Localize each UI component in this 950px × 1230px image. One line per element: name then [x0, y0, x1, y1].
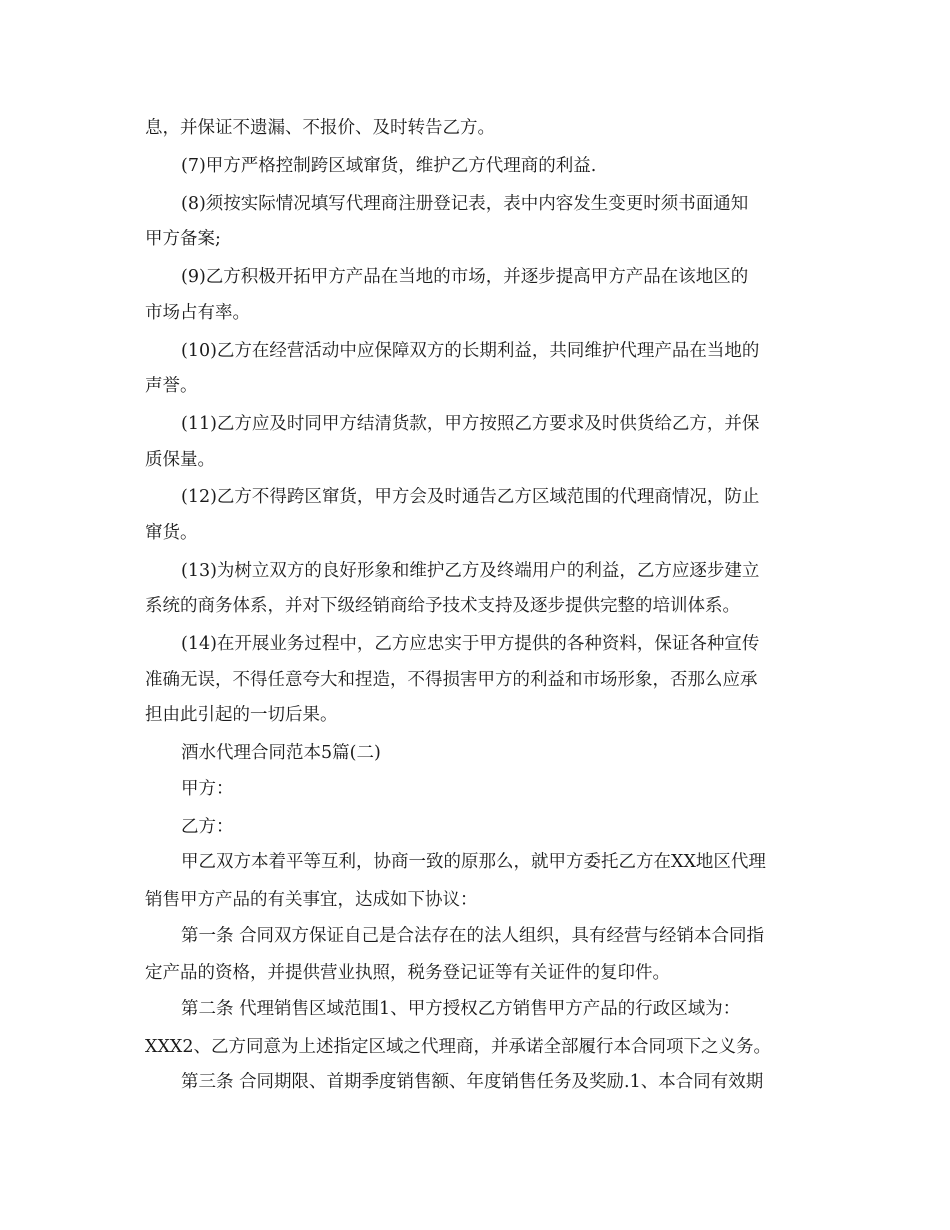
text-line: 定产品的资格，并提供营业执照，税务登记证等有关证件的复印件。 — [145, 963, 670, 983]
text-line: 第一条 合同双方保证自己是合法存在的法人组织，具有经营与经销本合同指 — [181, 926, 765, 946]
section-heading: 酒水代理合同范本5篇(二) — [181, 743, 381, 763]
text-line: 声誉。 — [145, 376, 198, 396]
text-line: (8)须按实际情况填写代理商注册登记表，表中内容发生变更时须书面通知 — [181, 194, 749, 214]
party-b-label: 乙方： — [181, 817, 234, 837]
text-line: 质保量。 — [145, 450, 215, 470]
text-line: (9)乙方积极开拓甲方产品在当地的市场，并逐步提高甲方产品在该地区的 — [181, 267, 749, 287]
text-line: 甲方备案; — [145, 229, 221, 249]
text-line: (10)乙方在经营活动中应保障双方的长期利益，共同维护代理产品在当地的 — [181, 341, 760, 361]
text-line: 第二条 代理销售区域范围1、甲方授权乙方销售甲方产品的行政区域为： — [181, 999, 741, 1019]
text-line: 销售甲方产品的有关事宜，达成如下协议： — [145, 890, 478, 910]
text-line: 第三条 合同期限、首期季度销售额、年度销售任务及奖励.1、本合同有效期 — [181, 1072, 764, 1092]
text-line: 窜货。 — [145, 523, 198, 543]
text-line: (7)甲方严格控制跨区域窜货，维护乙方代理商的利益. — [181, 156, 597, 176]
text-line: 甲乙双方本着平等互利，协商一致的原那么，就甲方委托乙方在XX地区代理 — [181, 852, 766, 872]
text-line: 市场占有率。 — [145, 303, 250, 323]
party-a-label: 甲方： — [181, 779, 234, 799]
text-line: 准确无误，不得任意夸大和捏造，不得损害甲方的利益和市场形象，否那么应承 — [145, 670, 758, 690]
text-line: (14)在开展业务过程中，乙方应忠实于甲方提供的各种资料，保证各种宣传 — [181, 634, 760, 654]
text-line: (12)乙方不得跨区窜货，甲方会及时通告乙方区域范围的代理商情况，防止 — [181, 487, 760, 507]
text-line: XXX2、乙方同意为上述指定区域之代理商，并承诺全部履行本合同项下之义务。 — [145, 1037, 772, 1057]
text-line: 息，并保证不遗漏、不报价、及时转告乙方。 — [145, 118, 495, 138]
text-line: (11)乙方应及时同甲方结清货款，甲方按照乙方要求及时供货给乙方，并保 — [181, 414, 760, 434]
text-line: 系统的商务体系，并对下级经销商给予技术支持及逐步提供完整的培训体系。 — [145, 596, 740, 616]
text-line: (13)为树立双方的良好形象和维护乙方及终端用户的利益，乙方应逐步建立 — [181, 561, 760, 581]
text-line: 担由此引起的一切后果。 — [145, 705, 338, 725]
